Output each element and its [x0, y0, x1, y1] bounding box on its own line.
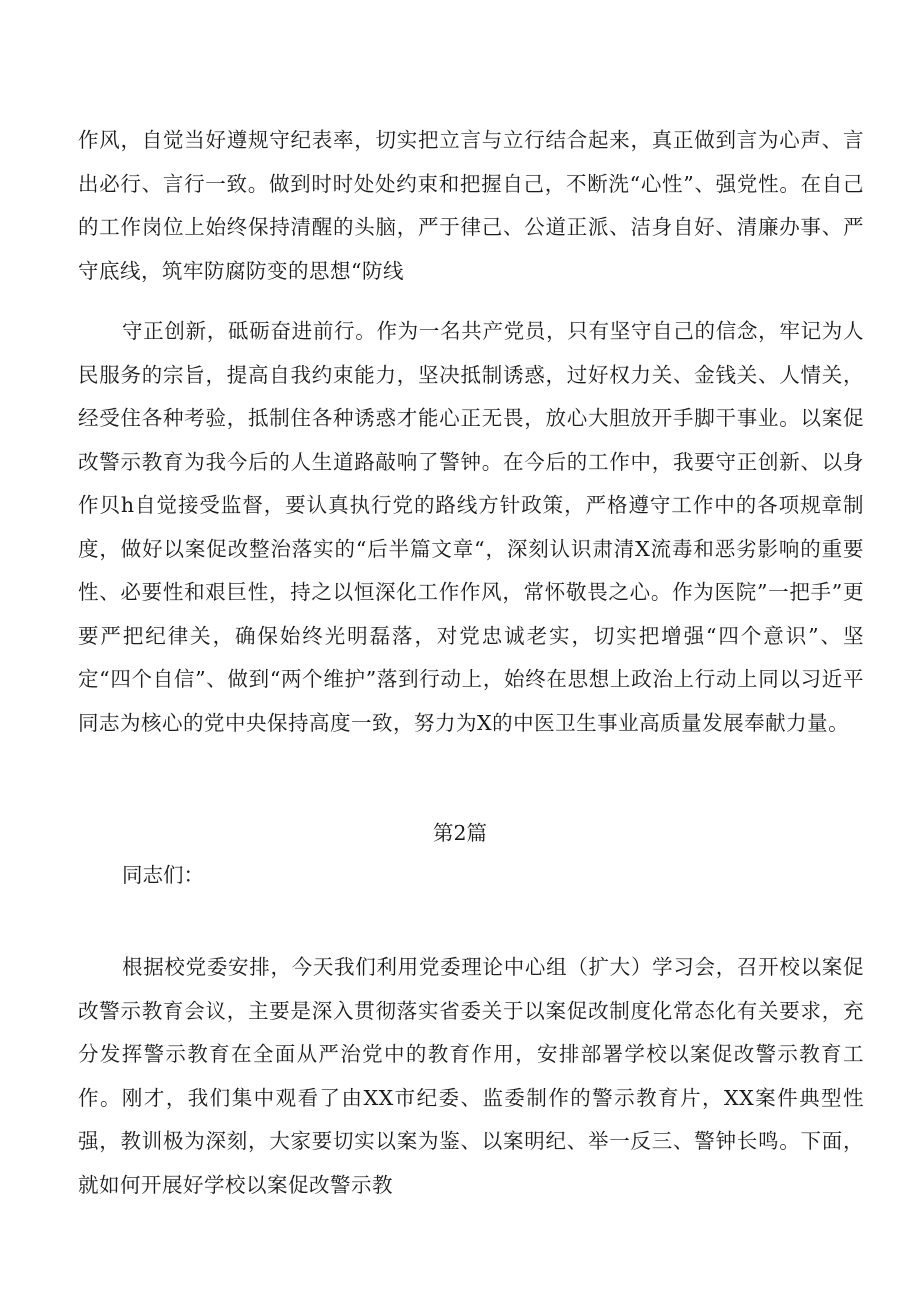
paragraph-integrity-innovation: 守正创新，砥砺奋进前行。作为一名共产党员，只有坚守自己的信念，牢记为人民服务的宗旨，提高自我约束能力，坚决抵制诱惑，过好权力关、金钱关、人情关，经受住各种考验，抵制住各种诱惑才能心正无畏，放心大胆放开手脚干事业。以案促改警示教育为我今后的人生道路敲响了警钟。在今后的工作中，我要守正创新、以身作贝h自觉接受监督，要认真执行党的路线方针政策，严格遵守工作中的各项规章制度，做好以案促改整治落实的“后半篇文章“，深刻认识肃清X流毒和恶劣影响的重要性、必要性和艰巨性，持之以恒深化工作作风，常怀敬畏之心。作为医院”一把手”更要严把纪律关，确保始终光明磊落，对党忠诚老实，切实把增强“四个意识”、坚定“四个自信”、做到“两个维护”落到行动上，始终在思想上政治上行动上同以习近平同志为核心的党中央保持高度一致，努力为X的中医卫生事业高质量发展奉献力量。 — [78, 319, 864, 735]
section-heading: 第2篇 — [432, 821, 488, 845]
salutation: 同志们： — [122, 863, 204, 887]
paragraph-continuation: 作风，自觉当好遵规守纪表率，切实把立言与立行结合起来，真正做到言为心声、言出必行、言行一致。做到时时处处约束和把握自己，不断洗“心性”、强党性。在自己的工作岗位上始终保持清醒的头脑，严于律己、公道正派、洁身自好、清廉办事、严守底线，筑牢防腐防变的思想“防线 — [78, 128, 864, 283]
paragraph-meeting-intro: 根据校党委安排，今天我们利用党委理论中心组（扩大）学习会，召开校以案促改警示教育会议，主要是深入贯彻落实省委关于以案促改制度化常态化有关要求，充分发挥警示教育在全面从严治党中的教育作用，安排部署学校以案促改警示教育工作。刚才，我们集中观看了由XX市纪委、监委制作的警示教育片，XX案件典型性强，教训极为深刻，大家要切实以案为鉴、以案明纪、举一反三、警钟长鸣。下面，就如何开展好学校以案促改警示教 — [78, 955, 864, 1197]
